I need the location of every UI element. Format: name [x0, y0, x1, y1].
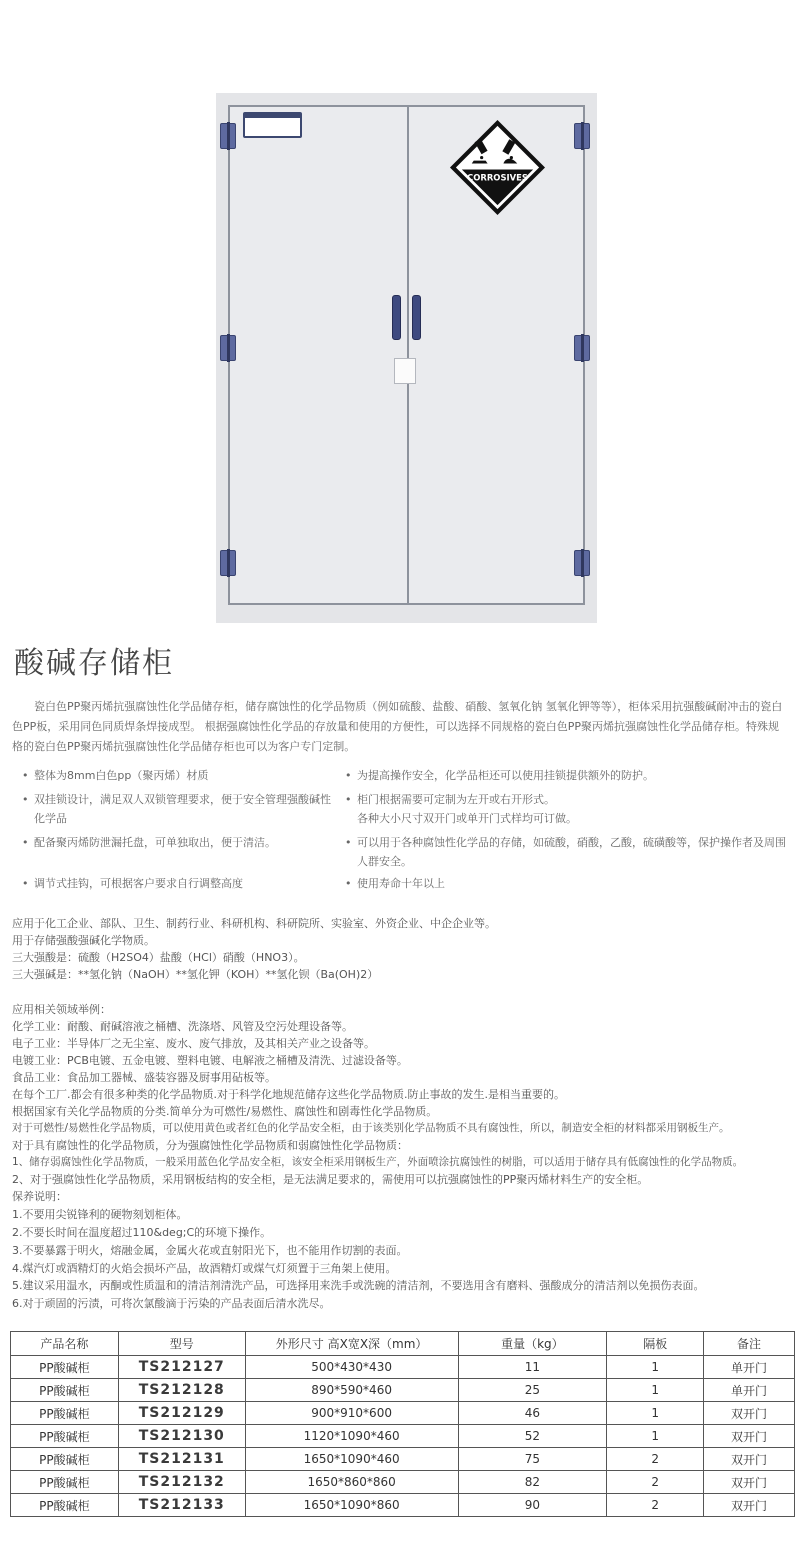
cell-model: TS212133	[118, 1494, 245, 1517]
table-row	[11, 1448, 795, 1471]
maintenance-item: 3.不要暴露于明火，熔融金属，金属火花或直射阳光下，也不能用作切割的表面。	[12, 1244, 408, 1257]
label-plate	[243, 112, 302, 138]
corrosive-warning-icon	[448, 118, 547, 217]
cell-product-name: PP酸碱柜	[11, 1425, 119, 1448]
sign-text: CORROSIVES	[467, 172, 528, 183]
cell-model: TS212128	[118, 1379, 245, 1402]
feature-text: 柜门根据需要可定制为左开或右开形式。 各种大小尺寸双开门或单开门式样均可订做。	[357, 793, 577, 825]
cell-dimensions: 1650*1090*460	[245, 1448, 458, 1471]
cell-shelves: 2	[607, 1471, 704, 1494]
cell-dimensions: 890*590*460	[245, 1379, 458, 1402]
cell-weight: 25	[458, 1379, 607, 1402]
header-dimensions: 外形尺寸 高X宽X深（mm）	[245, 1332, 458, 1356]
industry-line: 电镀工业：PCB电镀、五金电镀、塑料电镀、电解液之桶槽及清洗、过滤设备等。	[12, 1054, 408, 1067]
bullet-icon: •	[345, 769, 352, 782]
header-weight: 重量（kg）	[458, 1332, 607, 1356]
industry-line: 食品工业：食品加工器械、盛装容器及厨事用砧板等。	[12, 1071, 276, 1084]
industry-line: 1、储存弱腐蚀性化学品物质，一般采用蓝色化学品安全柜，该安全柜采用钢板生产，外面喷涂抗腐蚀性的树脂，可以适用于储存具有低腐蚀性的化学品物质。	[12, 1156, 744, 1168]
table-row	[11, 1471, 795, 1494]
industry-line: 2、对于强腐蚀性化学品物质，采用钢板结构的安全柜，是无法满足要求的，需使用可以抗强腐蚀性的PP聚丙烯材料生产的安全柜。	[12, 1173, 649, 1186]
cell-remarks: 单开门	[704, 1356, 795, 1379]
right-door-handle	[412, 295, 421, 340]
application-line: 用于存储强酸强碱化学物质。	[12, 934, 155, 947]
feature-text: 整体为8mm白色pp（聚丙烯）材质	[34, 769, 209, 782]
maintenance-item: 5.建议采用温水，丙酮或性质温和的清洁剂清洗产品，可选择用来洗手或洗碗的清洁剂，不要选用含有磨料、强酸成分的清洁剂以免损伤表面。	[12, 1279, 705, 1292]
cell-model: TS212130	[118, 1425, 245, 1448]
cell-shelves: 1	[607, 1402, 704, 1425]
cell-product-name: PP酸碱柜	[11, 1471, 119, 1494]
hinge-icon	[574, 123, 590, 149]
industry-line: 应用相关领域举例：	[12, 1003, 111, 1016]
cell-product-name: PP酸碱柜	[11, 1402, 119, 1425]
header-product-name: 产品名称	[11, 1332, 119, 1356]
cell-dimensions: 900*910*600	[245, 1402, 458, 1425]
cell-product-name: PP酸碱柜	[11, 1448, 119, 1471]
feature-text: 可以用于各种腐蚀性化学品的存储，如硫酸，硝酸，乙酸，硫磺酸等，保护操作者及周围人群安全。	[357, 836, 786, 868]
maintenance-item: 6.对于顽固的污渍，可将次氯酸滴于污染的产品表面后清水洗尽。	[12, 1297, 331, 1310]
table-row	[11, 1402, 795, 1425]
industry-line: 电子工业：半导体厂之无尘室、废水、废气排放，及其相关产业之设备等。	[12, 1037, 375, 1050]
header-remarks: 备注	[704, 1332, 795, 1356]
hinge-icon	[574, 550, 590, 576]
cell-model: TS212132	[118, 1471, 245, 1494]
hinge-icon	[574, 335, 590, 361]
industry-line: 对于具有腐蚀性的化学品物质，分为强腐蚀性化学品物质和弱腐蚀性化学品物质：	[12, 1139, 408, 1152]
cell-weight: 75	[458, 1448, 607, 1471]
cell-model: TS212129	[118, 1402, 245, 1425]
intro-paragraph: 瓷白色PP聚丙烯抗强腐蚀性化学品储存柜，储存腐蚀性的化学品物质（例如硫酸、盐酸、硝酸、氢氧化钠 氢氧化钾等等），柜体采用抗强酸碱耐冲击的瓷白色PP板，采用同色同质焊条焊接成型。 根据强腐蚀性化学品的存放量和使用的方便性，可以选择不同规格的瓷白色PP聚丙烯抗强腐蚀性化学品储存柜。特殊规格的瓷白色PP聚丙烯抗强腐蚀性化学品储存柜也可以为客户专门定制。	[12, 700, 783, 753]
application-line: 应用于化工企业、部队、卫生、制药行业、科研机构、科研院所、实验室、外资企业、中企企业等。	[12, 917, 496, 930]
table-row	[11, 1425, 795, 1448]
feature-text: 配备聚丙烯防泄漏托盘，可单独取出，便于清洁。	[34, 836, 276, 849]
product-image-cabinet	[216, 93, 597, 623]
table-row	[11, 1494, 795, 1517]
cell-product-name: PP酸碱柜	[11, 1379, 119, 1402]
table-row	[11, 1356, 795, 1379]
table-body	[11, 1356, 795, 1517]
cell-weight: 46	[458, 1402, 607, 1425]
cell-shelves: 2	[607, 1494, 704, 1517]
product-spec-table	[10, 1331, 795, 1517]
page-title: 酸碱存储柜	[14, 646, 174, 681]
cell-product-name: PP酸碱柜	[11, 1494, 119, 1517]
cell-remarks: 双开门	[704, 1402, 795, 1425]
cell-dimensions: 1120*1090*460	[245, 1425, 458, 1448]
application-line: 三大强碱是：**氢化钠（NaOH）**氢化钾（KOH）**氢化钡（Ba(OH)2）	[12, 968, 379, 981]
left-door	[228, 105, 408, 605]
header-shelves: 隔板	[607, 1332, 704, 1356]
application-line: 三大强酸是：硫酸（H2SO4）盐酸（HCl）硝酸（HNO3）。	[12, 951, 305, 964]
hinge-icon	[220, 123, 236, 149]
cell-weight: 52	[458, 1425, 607, 1448]
feature-text: 调节式挂钩，可根据客户要求自行调整高度	[34, 877, 243, 890]
bullet-icon: •	[345, 793, 352, 806]
cell-remarks: 双开门	[704, 1448, 795, 1471]
hinge-icon	[220, 550, 236, 576]
cell-dimensions: 500*430*430	[245, 1356, 458, 1379]
bullet-icon: •	[22, 793, 29, 806]
cell-shelves: 1	[607, 1379, 704, 1402]
cell-remarks: 双开门	[704, 1494, 795, 1517]
industry-line: 化学工业：耐酸、耐碱溶液之桶槽、洗涤塔、风管及空污处理设备等。	[12, 1020, 353, 1033]
cell-product-name: PP酸碱柜	[11, 1356, 119, 1379]
hinge-icon	[220, 335, 236, 361]
cell-model: TS212127	[118, 1356, 245, 1379]
door-latch	[394, 358, 416, 384]
cell-remarks: 双开门	[704, 1425, 795, 1448]
cell-dimensions: 1650*860*860	[245, 1471, 458, 1494]
cell-shelves: 1	[607, 1356, 704, 1379]
maintenance-item: 2.不要长时间在温度超过110&deg;C的环境下操作。	[12, 1226, 272, 1239]
cell-dimensions: 1650*1090*860	[245, 1494, 458, 1517]
feature-text: 使用寿命十年以上	[357, 877, 445, 890]
industry-line: 根据国家有关化学品物质的分类.简单分为可燃性/易燃性、腐蚀性和剧毒性化学品物质。	[12, 1105, 438, 1118]
cell-remarks: 单开门	[704, 1379, 795, 1402]
bullet-icon: •	[345, 877, 352, 890]
cell-weight: 11	[458, 1356, 607, 1379]
maintenance-item: 4.煤汽灯或酒精灯的火焰会损坏产品，故酒精灯或煤气灯须置于三角架上使用。	[12, 1262, 397, 1275]
feature-text: 为提高操作安全，化学品柜还可以使用挂锁提供额外的防护。	[357, 769, 654, 782]
bullet-icon: •	[22, 877, 29, 890]
left-door-handle	[392, 295, 401, 340]
industry-line: 对于可燃性/易燃性化学品物质，可以使用黄色或者红色的化学品安全柜，由于该类别化学品物质不具有腐蚀性，所以，制造安全柜的材料都采用钢板生产。	[12, 1122, 730, 1134]
table-row	[11, 1379, 795, 1402]
header-model: 型号	[118, 1332, 245, 1356]
feature-text: 双挂锁设计，满足双人双锁管理要求，便于安全管理强酸碱性化学品	[34, 793, 331, 825]
cell-remarks: 双开门	[704, 1471, 795, 1494]
industry-line: 在每个工厂.都会有很多种类的化学品物质.对于科学化地规范储存这些化学品物质.防止事故的发生.是相当重要的。	[12, 1088, 565, 1101]
cell-weight: 82	[458, 1471, 607, 1494]
bullet-icon: •	[22, 769, 29, 782]
cell-shelves: 1	[607, 1425, 704, 1448]
maintenance-title: 保养说明：	[12, 1190, 67, 1203]
bullet-icon: •	[22, 836, 29, 849]
cell-weight: 90	[458, 1494, 607, 1517]
maintenance-item: 1.不要用尖锐锋利的硬物刻划柜体。	[12, 1208, 188, 1221]
cell-model: TS212131	[118, 1448, 245, 1471]
bullet-icon: •	[345, 836, 352, 849]
cell-shelves: 2	[607, 1448, 704, 1471]
table-header-row	[11, 1332, 795, 1356]
